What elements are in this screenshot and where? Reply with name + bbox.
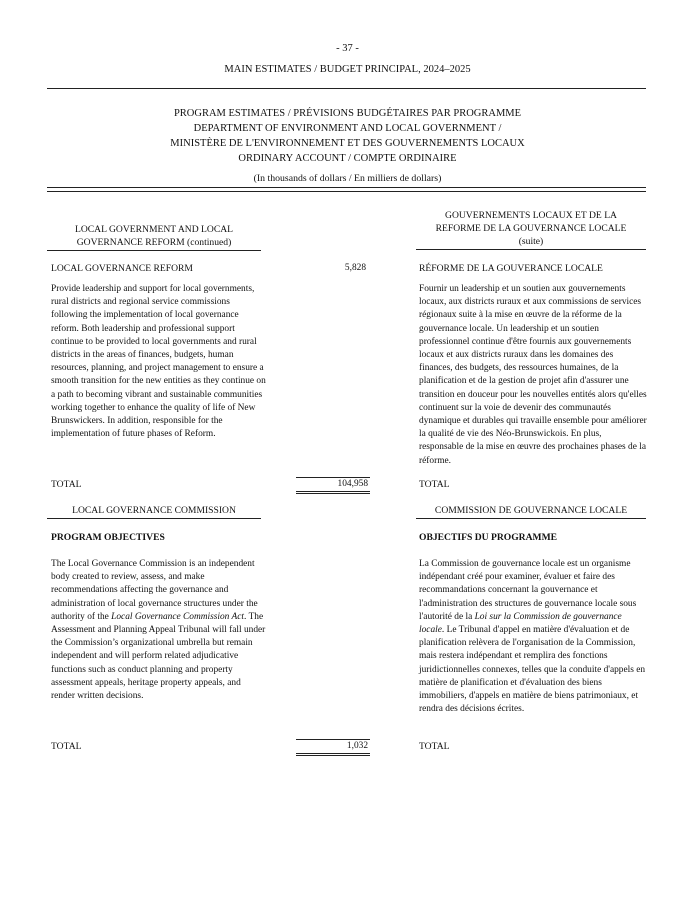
section1-total-value: 104,958 [296,477,370,494]
section2-total-value: 1,032 [296,739,370,756]
item-value: 5,828 [344,263,366,273]
top-rule [47,88,646,89]
section1-en-title [47,223,261,251]
section1-fr-title-line1: GOUVERNEMENTS LOCAUX ET DE LA [445,210,617,221]
section1-fr-title-line3: (suite) [518,236,544,247]
act-name-en: Local Governance Commission Act [111,611,245,622]
heading-line-3: MINISTÈRE DE L'ENVIRONNEMENT ET DES GOUVERNEMENTS LOCAUX [170,138,525,149]
desc-fr-part1: La Commission de gouvernance locale est un organisme indépendant créé pour examiner, évaluer et faire des recommandations concernant la gouvernance et l'administration des structures de gouvernance locale sous l'autorité de la [419,559,637,622]
item-en-label: LOCAL GOVERNANCE REFORM [51,263,193,274]
program-objectives-en: PROGRAM OBJECTIVES [51,532,165,543]
page-number: - 37 - [336,43,359,54]
section2-fr-title: COMMISSION DE GOUVERNANCE LOCALE [416,504,646,519]
section1-description-en: Provide leadership and support for local governments, rural districts and regional service commissions following the implementation of local governance reform. Both leadership and professional support continue to be provided to local governments and rural districts in the areas of finances, budgets, human resources, planning, and project management to ensure a smooth transition for the new entities as they continue on a path to becoming vibrant and sustainable communities working together to enhance the quality of life of New Brunswickers. In addition, responsible for the implementation of future phases of Reform. [51,284,266,440]
section1-total-fr: TOTAL [419,479,450,490]
act-name-fr: Loi sur la Commission de gouvernance locale [419,611,622,636]
section2-description-en [51,558,267,703]
heading-line-1: PROGRAM ESTIMATES / PRÉVISIONS BUDGÉTAIRES PAR PROGRAMME [173,108,522,119]
heading-line-4: ORDINARY ACCOUNT / COMPTE ORDINAIRE [238,153,457,164]
section2-en-title: LOCAL GOVERNANCE COMMISSION [47,504,261,519]
desc-en-part2: . The Assessment and Planning Appeal Tribunal will fall under the Commission’s organizational umbrella but remain independent and will perform related adjudicative functions such as conduct planning and property assessment appeals, heritage property appeals, and render written decisions. [51,611,266,702]
section1-fr-title [416,209,646,250]
program-objectives-fr: OBJECTIFS DU PROGRAMME [419,532,558,543]
header-double-rule [47,187,646,192]
heading-line-2: DEPARTMENT OF ENVIRONMENT AND LOCAL GOVERNMENT / [193,123,502,134]
desc-en-part1: The Local Governance Commission is an independent body created to review, assess, and make recommendations affecting the governance and administration of local governance structures under the authority of the [51,559,258,622]
document-title: MAIN ESTIMATES / BUDGET PRINCIPAL, 2024–2025 [224,64,471,75]
section2-total-en: TOTAL [51,741,82,752]
section2-description-fr [419,558,647,716]
desc-fr-part2: . Le Tribunal d'appel en matière d'évaluation et de planification relèvera de l'organisation de la Commission, mais restera indépendant et remplira des fonctions juridictionnelles connexes, telles que la conduite d'appels en matière de planification et d'évaluation des biens immobiliers, d'appels en matière de biens patrimoniaux, et rendra des décisions écrites. [419,625,646,715]
section1-en-title-line2: GOVERNANCE REFORM (continued) [76,237,232,248]
section1-description-fr: Fournir un leadership et un soutien aux gouvernements locaux, aux districts ruraux et aux commissions de services régionaux suite à la mise en œuvre de la réforme de la gouvernance locale. Un leadership et un soutien professionnel continue d'être fournis aux gouvernements locaux et aux districts ruraux dans les domaines des finances, des budgets, des ressources humaines, de la planification et de la gestion de projet afin d'assurer une transition en douceur pour les nouvelles entités alors qu'elles continuent sur la voie de devenir des communautés dynamique et durables qui travaille ensemble pour améliorer la qualité de vie des Néo-Brunswickois. En plus, responsable de la mise en œuvre des prochaines phases de la réforme. [419,284,647,466]
units-note: (In thousands of dollars / En milliers de dollars) [253,173,442,184]
item-fr-label: RÉFORME DE LA GOUVERANCE LOCALE [419,263,603,274]
section1-en-title-line1: LOCAL GOVERNMENT AND LOCAL [74,224,234,235]
section1-fr-title-line2: REFORME DE LA GOUVERNANCE LOCALE [435,223,627,234]
section2-total-fr: TOTAL [419,741,450,752]
section1-total-en: TOTAL [51,479,82,490]
